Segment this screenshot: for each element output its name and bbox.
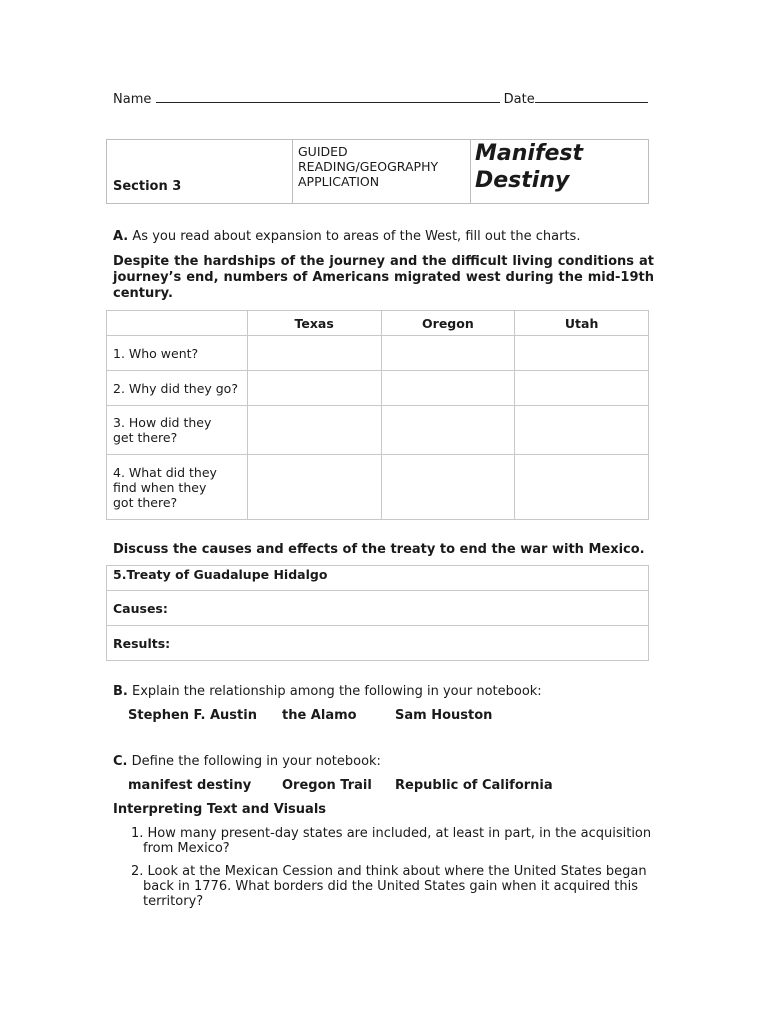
name-field[interactable] bbox=[156, 102, 500, 103]
part-c-instruction bbox=[113, 754, 381, 769]
column-header-oregon: Oregon bbox=[381, 311, 515, 336]
row-label-what-find: 4. What did they find when they got there? bbox=[107, 455, 248, 520]
header-blank-cell bbox=[107, 311, 248, 336]
part-c-letter: C. bbox=[113, 754, 128, 769]
answer-cell[interactable] bbox=[247, 455, 381, 520]
part-c-term-1: manifest destiny bbox=[128, 778, 252, 793]
answer-cell[interactable] bbox=[247, 371, 381, 406]
results-label[interactable]: Results: bbox=[107, 626, 649, 661]
answer-cell[interactable] bbox=[247, 336, 381, 371]
column-header-texas: Texas bbox=[247, 311, 381, 336]
title-cell bbox=[470, 140, 648, 203]
section-cell bbox=[107, 140, 293, 203]
answer-cell[interactable] bbox=[381, 455, 515, 520]
treaty-table bbox=[106, 565, 649, 661]
part-c-term-2: Oregon Trail bbox=[282, 778, 372, 793]
page-title bbox=[475, 140, 645, 194]
answer-cell[interactable] bbox=[381, 371, 515, 406]
table-row bbox=[107, 626, 649, 661]
part-a-instruction bbox=[113, 229, 673, 244]
interpreting-question-1: 1. How many present-day states are included, at least in part, in the acquisition from Mexico? bbox=[131, 826, 652, 856]
part-b-term-2: the Alamo bbox=[282, 708, 357, 723]
date-label: Date bbox=[503, 92, 535, 107]
title-line-2: Destiny bbox=[475, 168, 570, 193]
part-c-text: Define the following in your notebook: bbox=[131, 754, 381, 769]
title-line-1: Manifest bbox=[475, 141, 584, 166]
table-row bbox=[107, 336, 649, 371]
part-a-intro: Despite the hardships of the journey and the difficult living conditions at journey’s end, numbers of Americans migrated west during the mid-19th century. bbox=[113, 254, 654, 301]
table-row bbox=[107, 455, 649, 520]
part-c-term-3: Republic of California bbox=[395, 778, 553, 793]
name-date-line bbox=[113, 92, 648, 107]
part-b-term-3: Sam Houston bbox=[395, 708, 493, 723]
date-field[interactable] bbox=[535, 102, 648, 103]
answer-cell[interactable] bbox=[515, 371, 649, 406]
table-row bbox=[107, 591, 649, 626]
column-header-utah: Utah bbox=[515, 311, 649, 336]
answer-cell[interactable] bbox=[381, 336, 515, 371]
answer-cell[interactable] bbox=[247, 406, 381, 455]
section-label: Section 3 bbox=[113, 179, 182, 194]
row-label-how-get-there: 3. How did they get there? bbox=[107, 406, 248, 455]
header-box bbox=[106, 139, 649, 204]
part-b-letter: B. bbox=[113, 684, 128, 699]
treaty-heading: 5.Treaty of Guadalupe Hidalgo bbox=[107, 566, 649, 591]
part-b-text: Explain the relationship among the following in your notebook: bbox=[132, 684, 542, 699]
table-row bbox=[107, 371, 649, 406]
answer-cell[interactable] bbox=[515, 336, 649, 371]
migration-table bbox=[106, 310, 649, 520]
table-row bbox=[107, 566, 649, 591]
interpreting-question-2: 2. Look at the Mexican Cession and think about where the United States began back in 1776. What borders did the United States gain when it acquired this territory? bbox=[131, 864, 647, 909]
answer-cell[interactable] bbox=[515, 455, 649, 520]
guided-label: GUIDED READING/GEOGRAPHY APPLICATION bbox=[298, 144, 439, 189]
name-label: Name bbox=[113, 92, 152, 107]
answer-cell[interactable] bbox=[381, 406, 515, 455]
part-b-instruction bbox=[113, 684, 542, 699]
row-label-why-go: 2. Why did they go? bbox=[107, 371, 248, 406]
part-a-text: As you read about expansion to areas of the West, fill out the charts. bbox=[132, 229, 581, 244]
treaty-prompt: Discuss the causes and effects of the treaty to end the war with Mexico. bbox=[113, 542, 645, 557]
causes-label[interactable]: Causes: bbox=[107, 591, 649, 626]
interpreting-heading: Interpreting Text and Visuals bbox=[113, 802, 327, 817]
table-header-row bbox=[107, 311, 649, 336]
table-row bbox=[107, 406, 649, 455]
part-b-term-1: Stephen F. Austin bbox=[128, 708, 257, 723]
part-a-letter: A. bbox=[113, 229, 129, 244]
row-label-who-went: 1. Who went? bbox=[107, 336, 248, 371]
guided-cell bbox=[292, 140, 471, 203]
answer-cell[interactable] bbox=[515, 406, 649, 455]
